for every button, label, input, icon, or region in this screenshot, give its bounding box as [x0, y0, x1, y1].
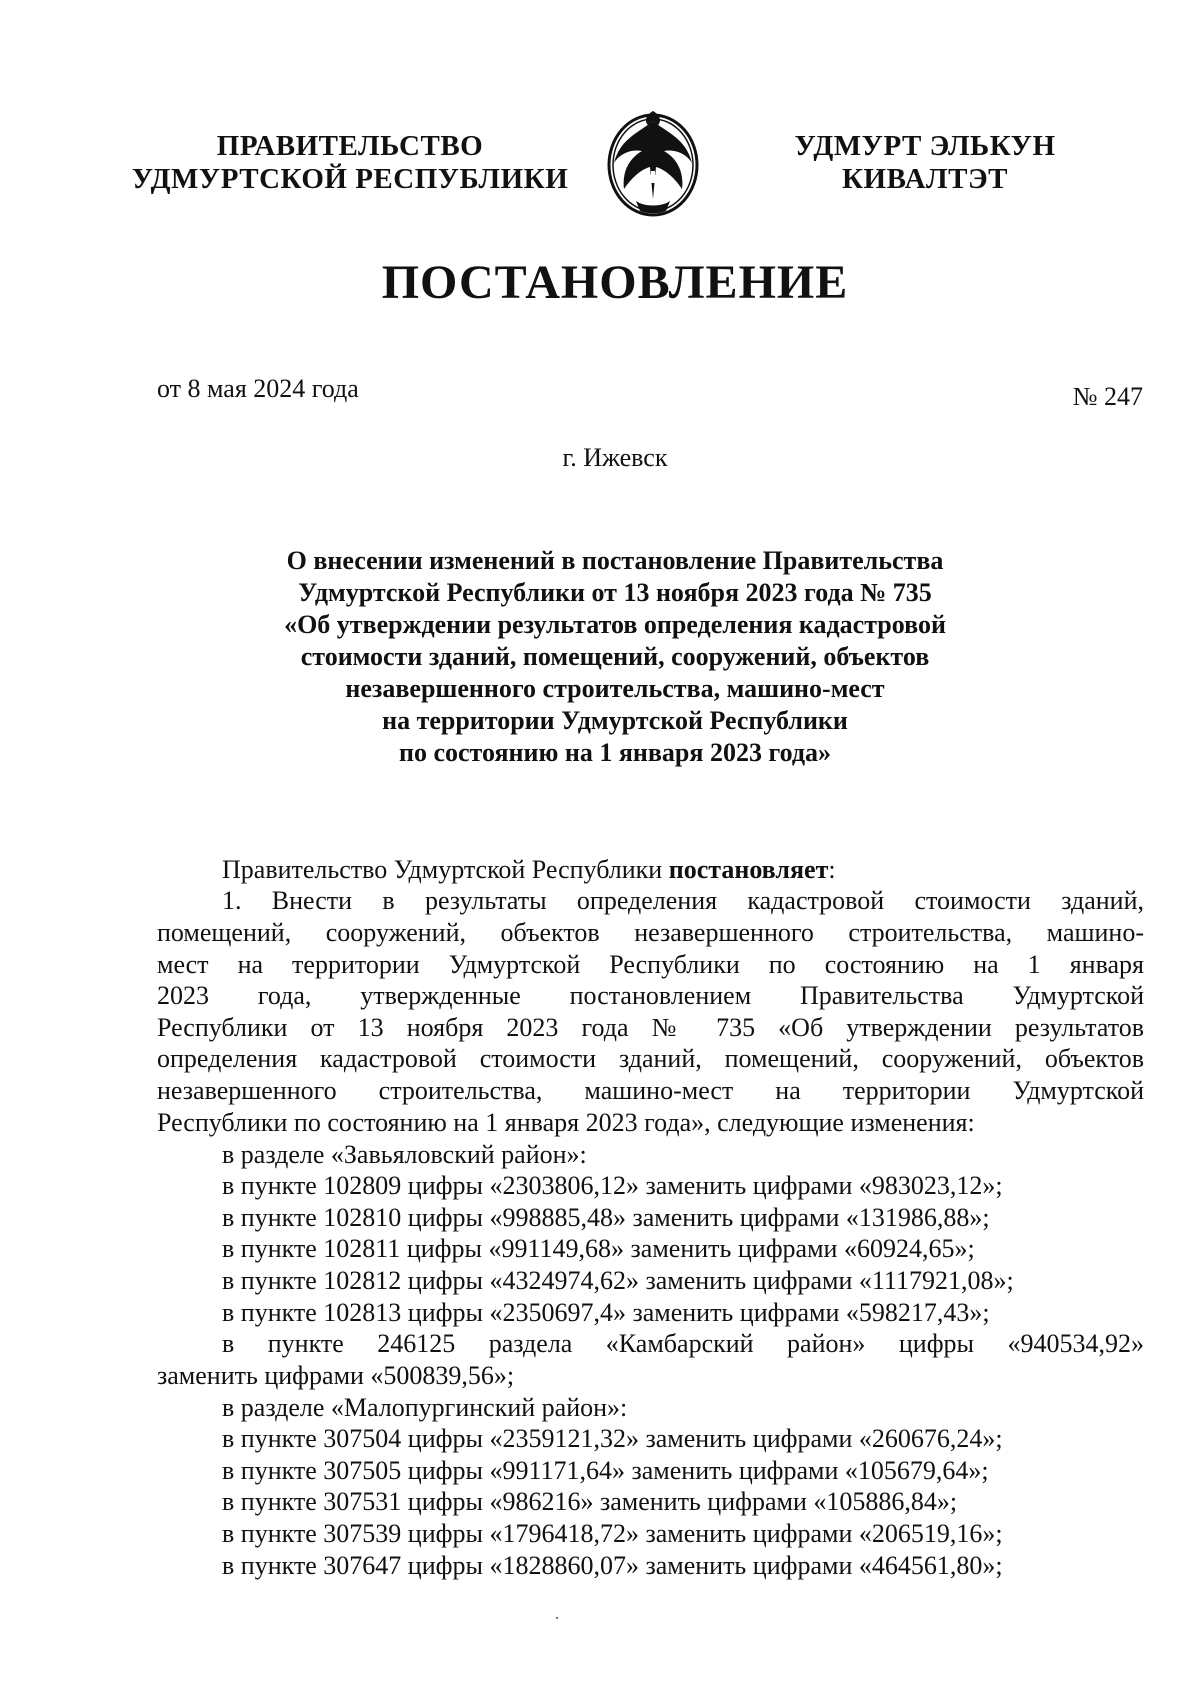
document-city: г. Ижевск [562, 443, 668, 472]
amendment-item: в пункте 307531 цифры «986216» заменить цифрами «105886,84»; [222, 1487, 958, 1516]
header-right-line-1: УДМУРТ ЭЛЬКУН [794, 130, 1056, 162]
udmurt-coat-of-arms-icon [598, 103, 708, 221]
para1-line: Республики по состоянию на 1 января 2023 года», следующие изменения: [157, 1108, 975, 1137]
para1-line: помещений, сооружений, объектов незавершенного строительства, машино- [157, 918, 1144, 947]
para1-line: 1. Внести в результаты определения кадастровой стоимости зданий, [222, 886, 1144, 915]
government-name-udm [770, 130, 1080, 196]
para1-line: незавершенного строительства, машино-мест на территории Удмуртской [157, 1076, 1144, 1105]
subject-line: стоимости зданий, помещений, сооружений, объектов [300, 642, 930, 671]
para1-line: определения кадастровой стоимости зданий, помещений, сооружений, объектов [157, 1044, 1144, 1073]
amendment-item: в пункте 102810 цифры «998885,48» заменить цифрами «131986,88»; [222, 1203, 990, 1232]
subject-line: по состоянию на 1 января 2023 года» [398, 738, 832, 767]
document-number: № 247 [1072, 382, 1143, 411]
amendment-item: в пункте 102812 цифры «4324974,62» заменить цифрами «1117921,08»; [222, 1266, 1014, 1295]
amendment-item: в пункте 102811 цифры «991149,68» заменить цифрами «60924,65»; [222, 1234, 975, 1263]
intro-line [222, 855, 836, 885]
amendment-item: в пункте 307647 цифры «1828860,07» заменить цифрами «464561,80»; [222, 1551, 1003, 1580]
document-title: ПОСТАНОВЛЕНИЕ [381, 256, 849, 309]
amendment-item: в пункте 307504 цифры «2359121,32» заменить цифрами «260676,24»; [222, 1424, 1003, 1453]
subject-line: на территории Удмуртской Республики [382, 706, 848, 735]
subject-line: «Об утверждении результатов определения кадастровой [284, 610, 946, 639]
government-name-ru [120, 130, 580, 196]
para1-line: Республики от 13 ноября 2023 года № 735 «Об утверждении результатов [157, 1013, 1144, 1042]
intro-end: : [828, 855, 836, 884]
section-heading: в разделе «Завьяловский район»: [222, 1140, 587, 1169]
document-subject [0, 545, 1200, 769]
amendment-item: в пункте 102809 цифры «2303806,12» заменить цифрами «983023,12»; [222, 1171, 1003, 1200]
intro-text: Правительство Удмуртской Республики [222, 855, 669, 884]
header-right-line-2: КИВАЛТЭТ [841, 163, 1008, 195]
para1-line: 2023 года, утвержденные постановлением Правительства Удмуртской [157, 981, 1144, 1010]
para1-line: мест на территории Удмуртской Республики по состоянию на 1 января [157, 950, 1144, 979]
amendment-item-continuation: заменить цифрами «500839,56»; [157, 1361, 515, 1390]
scan-speck [556, 1617, 558, 1619]
amendment-item: в пункте 246125 раздела «Камбарский район» цифры «940534,92» [222, 1329, 1144, 1358]
intro-keyword: постановляет [668, 855, 829, 884]
subject-line: незавершенного строительства, машино-мест [345, 674, 885, 703]
document-date: от 8 мая 2024 года [157, 374, 359, 403]
amendment-item: в пункте 102813 цифры «2350697,4» заменить цифрами «598217,43»; [222, 1298, 990, 1327]
header-left-line-1: ПРАВИТЕЛЬСТВО [216, 130, 484, 162]
amendment-item: в пункте 307505 цифры «991171,64» заменить цифрами «105679,64»; [222, 1456, 989, 1485]
subject-line: Удмуртской Республики от 13 ноября 2023 года № 735 [298, 578, 932, 607]
amendment-item: в пункте 307539 цифры «1796418,72» заменить цифрами «206519,16»; [222, 1519, 1003, 1548]
section-heading: в разделе «Малопургинский район»: [222, 1393, 628, 1422]
header-left-line-2: УДМУРТСКОЙ РЕСПУБЛИКИ [131, 163, 569, 195]
subject-line: О внесении изменений в постановление Правительства [286, 546, 944, 575]
